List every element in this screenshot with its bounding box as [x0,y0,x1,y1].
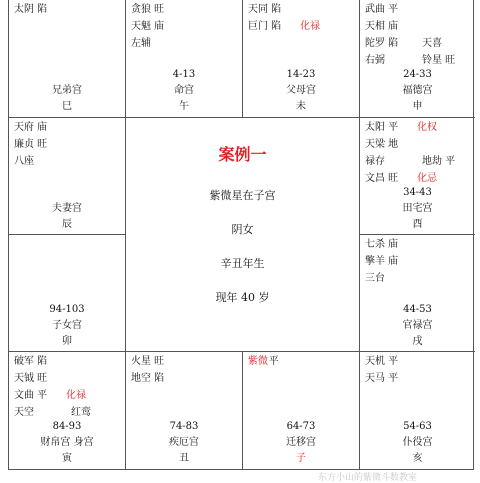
star-label: 天梁 地 [365,139,399,150]
palace-branch: 戌 [412,336,423,347]
palace-branch: 酉 [412,219,423,230]
palace-zi [243,352,359,470]
palace-age-range: 94-103 [49,304,85,315]
palace-chou [126,352,242,470]
palace-wu [126,0,242,117]
transformation-label: 化权 [417,122,437,133]
ziwei-chart [8,0,474,470]
star-label: 红鸾 [71,407,91,418]
star-label: 天钺 旺 [14,373,48,384]
center-line-birth-year: 辛丑年生 [220,257,265,270]
star-label: 天相 庙 [365,21,399,32]
palace-name: 疾厄宫 [169,437,199,448]
palace-age-range: 54-63 [403,421,432,432]
star-label: 天机 平 [365,356,399,367]
star-label: 七杀 庙 [365,239,399,250]
palace-branch: 申 [412,101,423,112]
star-label: 火星 旺 [131,356,165,367]
star-label: 武曲 平 [365,4,399,15]
palace-branch: 亥 [412,453,423,464]
transformation-label: 化禄 [300,21,320,32]
star-label: 禄存 [365,156,385,167]
palace-age-range: 74-83 [169,421,199,432]
transformation-label: 紫微 [248,356,268,367]
palace-branch: 巳 [62,101,72,112]
star-label: 铃星 旺 [422,55,456,66]
palace-yin [9,352,125,470]
palace-branch: 卯 [62,336,72,347]
star-label: 平 [268,356,279,367]
palace-branch: 子 [296,453,306,464]
center-line-age: 现年 40 岁 [215,291,270,304]
star-label: 天魁 庙 [131,21,165,32]
star-label: 巨门 陷 [248,21,282,32]
palace-name: 官禄宫 [402,320,433,331]
star-label: 太阳 平 [365,122,399,133]
star-label: 八座 [14,156,34,167]
star-label: 地空 陷 [131,373,165,384]
star-label: 天同 陷 [248,4,282,15]
star-label: 左辅 [131,38,151,49]
star-label: 廉贞 旺 [14,139,48,150]
star-label: 三台 [365,273,385,284]
watermark: 东方小山的紫微斗数教室 [318,473,418,483]
case-title: 案例一 [218,145,267,164]
transformation-label: 化禄 [66,390,86,401]
palace-branch: 午 [179,101,189,112]
center-line-ziwei-position: 紫微星在子宫 [209,189,276,202]
palace-age-range: 34-43 [403,187,432,198]
palace-mao [9,235,125,351]
palace-name: 田宅宫 [402,203,433,214]
star-label: 贪狼 旺 [131,4,165,15]
palace-age-range: 84-93 [52,421,82,432]
palace-shen [360,0,475,117]
palace-you [360,118,475,234]
star-label: 破军 陷 [14,356,48,367]
star-label: 太阴 陷 [14,4,48,15]
palace-age-range: 4-13 [172,69,196,80]
palace-name: 福德宫 [402,85,433,96]
palace-name: 仆役宫 [402,437,433,448]
palace-age-range: 14-23 [286,69,316,80]
palace-branch: 辰 [62,219,72,230]
palace-name: 兄弟宫 [52,85,82,96]
palace-branch: 未 [296,101,306,112]
star-label: 文曲 平 [14,390,48,401]
transformation-label: 化忌 [417,173,437,184]
center-panel [126,117,359,351]
palace-hai [360,352,475,470]
palace-name: 父母宫 [286,85,316,96]
palace-name: 迁移宫 [286,437,316,448]
palace-chen [9,118,125,234]
palace-wei [243,0,359,117]
star-label: 天府 庙 [14,122,48,133]
palace-age-range: 44-53 [403,304,432,315]
center-line-gender: 阴女 [231,223,254,236]
star-label: 右弼 [365,55,385,66]
palace-name: 财帛宫 身宫 [40,437,94,448]
palace-branch: 寅 [62,453,72,464]
star-label: 天空 [14,407,34,418]
palace-si [9,0,125,117]
palace-name: 子女宫 [52,320,82,331]
star-label: 陀罗 陷 [365,38,399,49]
star-label: 擎羊 庙 [365,256,399,267]
star-label: 天喜 [422,38,442,49]
palace-age-range: 24-33 [403,69,432,80]
star-label: 文昌 旺 [365,173,399,184]
palace-age-range: 64-73 [286,421,316,432]
star-label: 地劫 平 [422,156,456,167]
star-label: 天马 平 [365,373,399,384]
palace-xu [360,235,475,351]
palace-name: 命宫 [174,85,194,96]
palace-branch: 丑 [179,453,189,464]
palace-name: 夫妻宫 [52,203,82,214]
